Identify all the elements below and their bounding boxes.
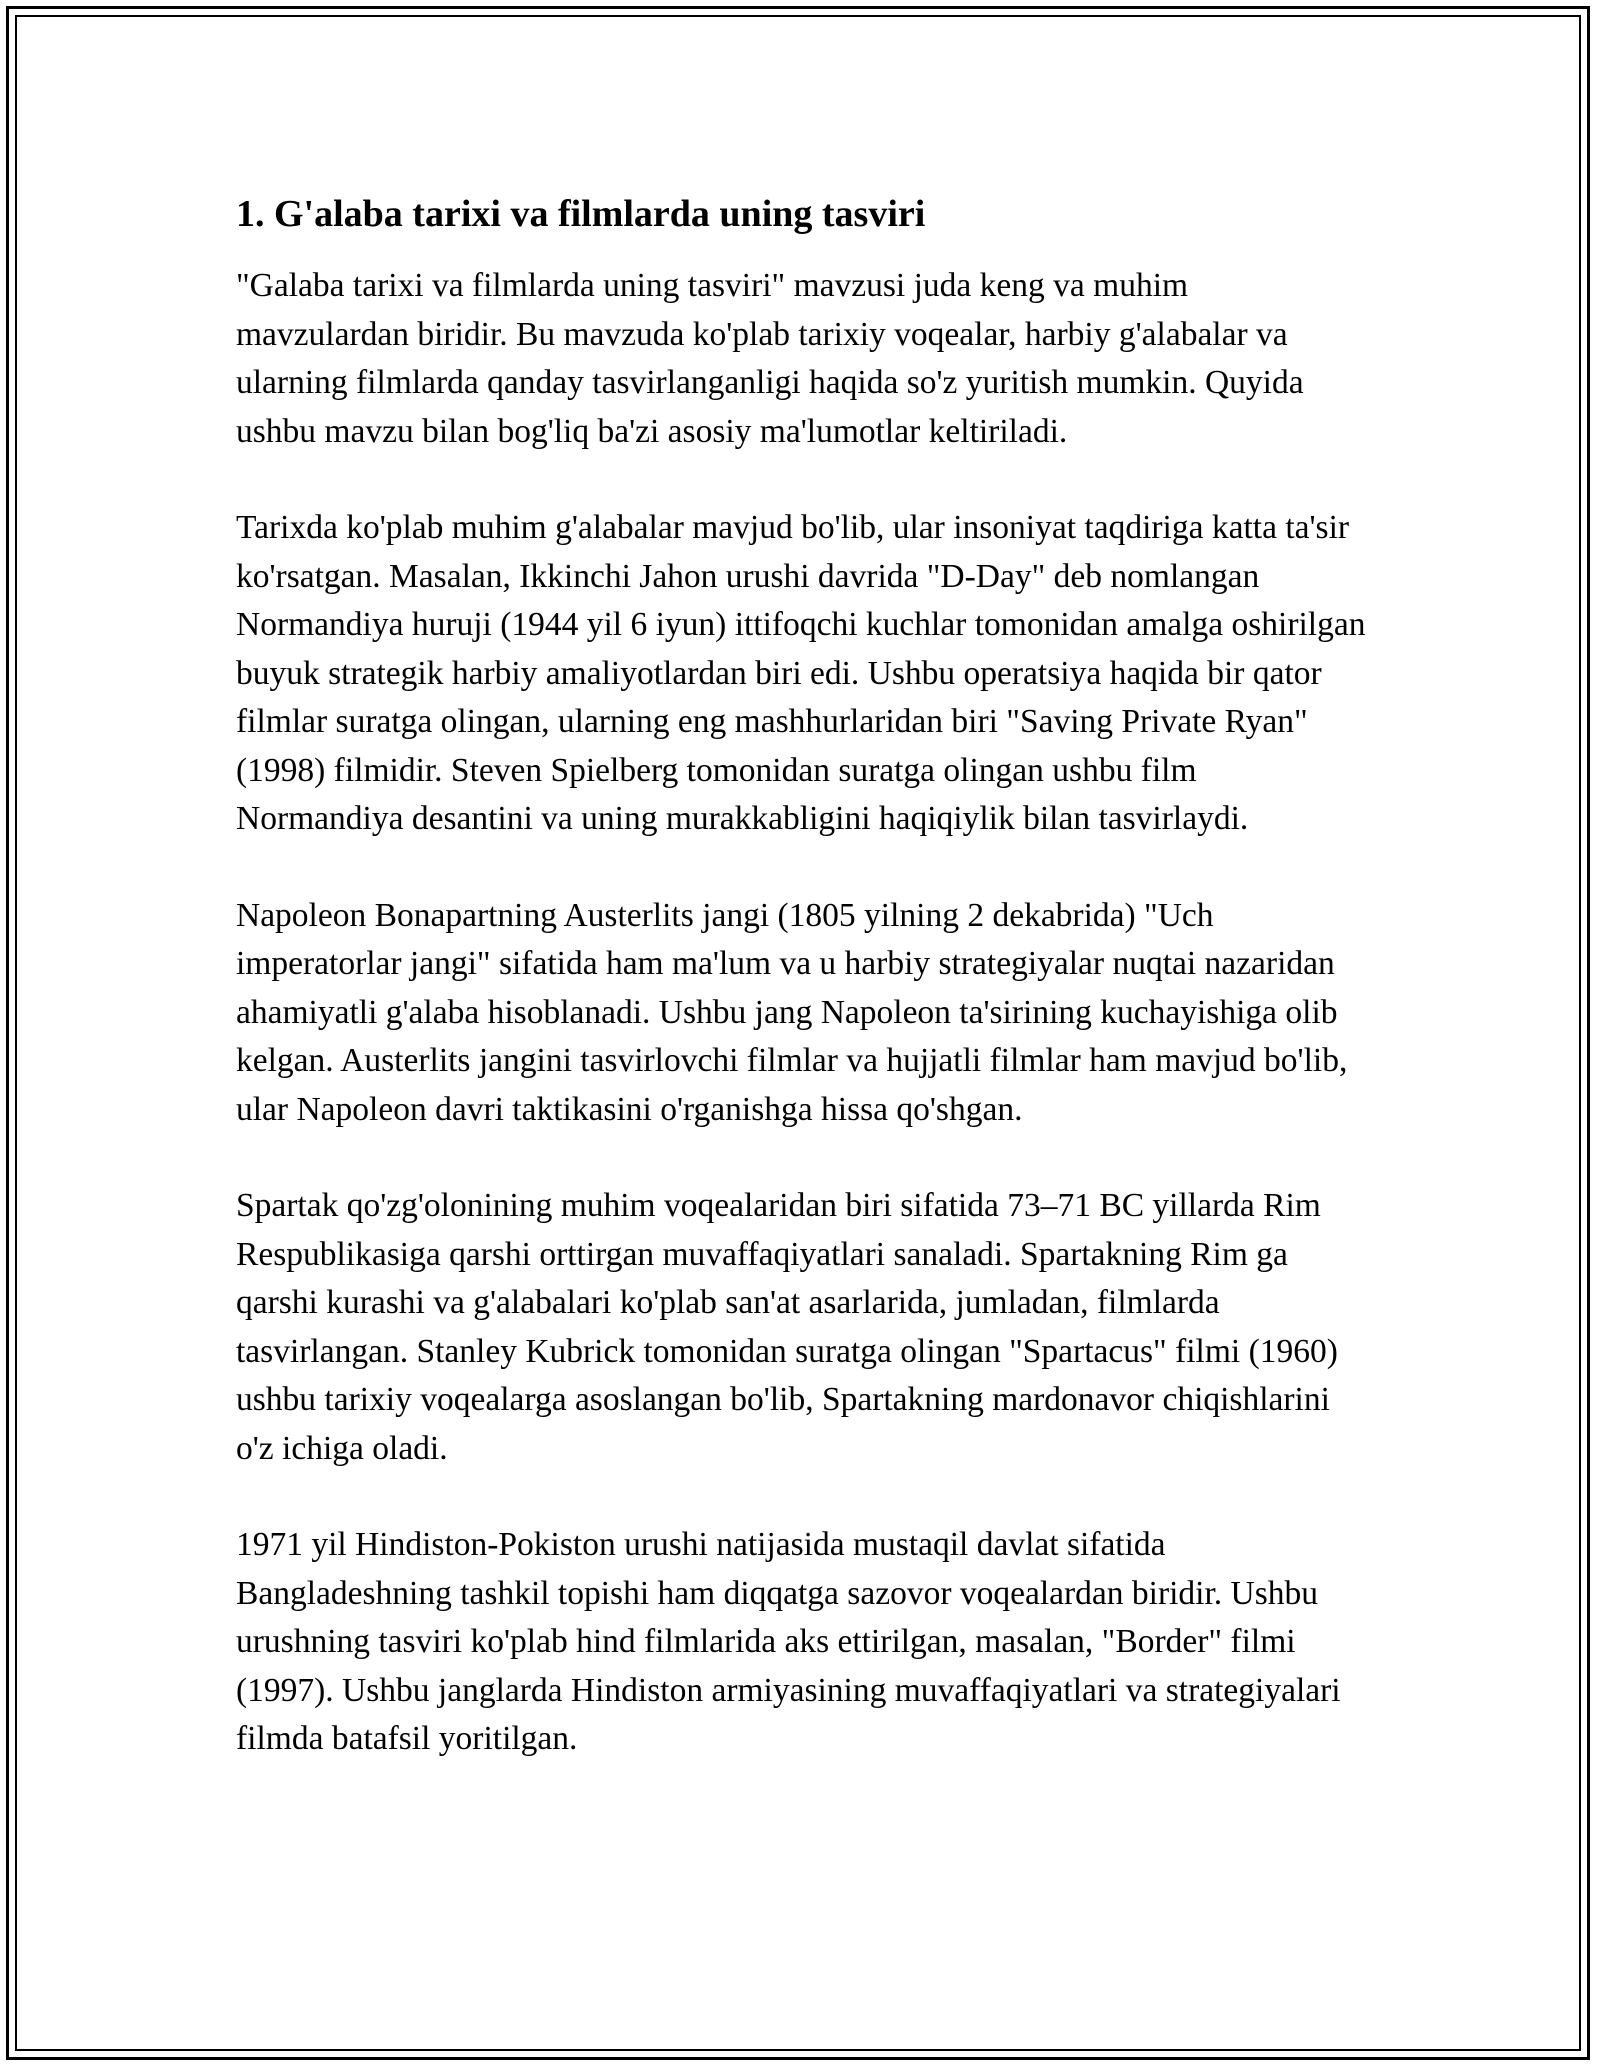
- paragraph-d-day: Tarixda ko'plab muhim g'alabalar mavjud bo'lib, ular insoniyat taqdiriga katta ta'sir ko'rsatgan. Masalan, Ikkinchi Jahon urushi davrida "D-Day" deb nomlangan Normandiya huruji (1944 yil 6 iyun) ittifoqchi kuchlar tomonidan amalga oshirilgan buyuk strategik harbiy amaliyotlardan biri edi. Ushbu operatsiya haqida bir qator filmlar suratga olingan, ularning eng mashhurlaridan biri "Saving Private Ryan" (1998) filmidir. Steven Spielberg tomonidan suratga olingan ushbu film Normandiya desantini va uning murakkabligini haqiqiylik bilan tasvirlaydi.: [236, 509, 1366, 837]
- paragraph-intro: "Galaba tarixi va filmlarda uning tasviri" mavzusi juda keng va muhim mavzulardan biridir. Bu mavzuda ko'plab tarixiy voqealar, harbiy g'alabalar va ularning filmlarda qanday tasvirlanganligi haqida so'z yuritish mumkin. Quyida ushbu mavzu bilan bog'liq ba'zi asosiy ma'lumotlar keltiriladi.: [236, 267, 1304, 450]
- paragraph-bangladesh: 1971 yil Hindiston-Pokiston urushi natijasida mustaqil davlat sifatida Bangladeshning tashkil topishi ham diqqatga sazovor voqealardan biridir. Ushbu urushning tasviri ko'plab hind filmlarida aks ettirilgan, masalan, "Border" filmi (1997). Ushbu janglarda Hindiston armiyasining muvaffaqiyatlari va strategiyalari filmda batafsil yoritilgan.: [236, 1526, 1341, 1757]
- paragraph-spartacus: Spartak qo'zg'olonining muhim voqealaridan biri sifatida 73–71 BC yillarda Rim Respublikasiga qarshi orttirgan muvaffaqiyatlari sanaladi. Spartakning Rim ga qarshi kurashi va g'alabalari ko'plab san'at asarlarida, jumladan, filmlarda tasvirlangan. Stanley Kubrick tomonidan suratga olingan "Spartacus" filmi (1960) ushbu tarixiy voqealarga asoslangan bo'lib, Spartakning mardonavor chiqishlarini o'z ichiga oladi.: [236, 1187, 1338, 1467]
- document-body: [236, 186, 1366, 1812]
- section-heading: 1. G'alaba tarixi va filmlarda uning tasviri: [236, 193, 926, 235]
- paragraph-austerlitz: Napoleon Bonapartning Austerlits jangi (1805 yilning 2 dekabrida) "Uch imperatorlar jangi" sifatida ham ma'lum va u harbiy strategiyalar nuqtai nazaridan ahamiyatli g'alaba hisoblanadi. Ushbu jang Napoleon ta'sirining kuchayishiga olib kelgan. Austerlits jangini tasvirlovchi filmlar va hujjatli filmlar ham mavjud bo'lib, ular Napoleon davri taktikasini o'rganishga hissa qo'shgan.: [236, 896, 1348, 1128]
